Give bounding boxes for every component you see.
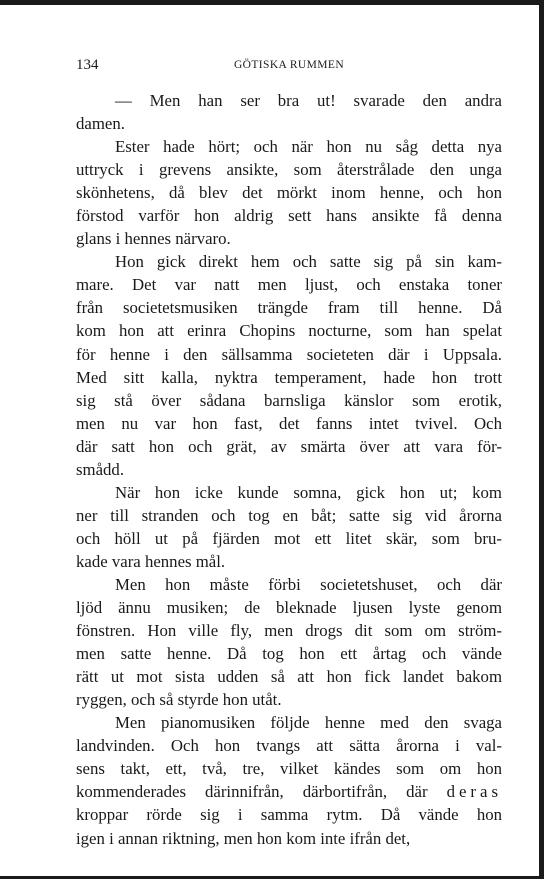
text-line: för henne i den sällsamma societeten där i Uppsala. bbox=[76, 344, 502, 364]
paragraph bbox=[76, 573, 502, 711]
text-line: men satte henne. Då tog hon ett årtag och vände bbox=[76, 644, 502, 664]
running-title: GÖTISKA RUMMEN bbox=[233, 59, 345, 71]
text-line: men nu var hon fast, det fanns intet tvivel. Och bbox=[76, 413, 502, 433]
text-line: rätt ut mot sista udden så att hon fick landet bakom bbox=[76, 667, 502, 687]
text-line: från societetsmusiken trängde fram till henne. Då bbox=[76, 298, 502, 318]
emphasized-word: deras bbox=[446, 782, 502, 802]
text-line: Med sitt kalla, nyktra temperament, hade hon trott bbox=[76, 367, 502, 387]
text-line: mare. Det var natt men ljust, och enstaka toner bbox=[76, 275, 502, 295]
text-line: sig stå över sådana barnsliga känslor som erotik, bbox=[76, 390, 502, 410]
text-line: kom hon att erinra Chopins nocturne, som han spelat bbox=[76, 321, 502, 341]
page-right-edge bbox=[539, 0, 544, 879]
page-top-edge bbox=[0, 0, 544, 5]
text-line: När hon icke kunde somna, gick hon ut; kom bbox=[115, 482, 502, 502]
text-line: kommenderades därinnifrån, därbortifrån, där deras bbox=[76, 782, 502, 802]
paragraph bbox=[76, 89, 502, 135]
text-line: sens takt, ett, två, tre, vilket kändes som om hon bbox=[76, 759, 502, 779]
text-line: damen. bbox=[76, 114, 125, 134]
paragraph bbox=[76, 135, 502, 250]
text-line: uttryck i grevens ansikte, som återstrålade den unga bbox=[76, 160, 502, 180]
page-number: 134 bbox=[76, 57, 99, 73]
text-line: förstod varför hon aldrig sett hans ansikte få denna bbox=[76, 206, 502, 226]
text-line: kade vara hennes mål. bbox=[76, 551, 226, 571]
text-line: kroppar rörde sig i samma rytm. Då vände hon bbox=[76, 805, 502, 825]
text-line: Men hon måste förbi societetshuset, och där bbox=[115, 574, 502, 594]
text-line: smådd. bbox=[76, 459, 125, 479]
text-line: igen i annan riktning, men hon kom inte ifrån det, bbox=[76, 828, 411, 848]
paragraph bbox=[76, 250, 502, 480]
text-line: Men pianomusiken följde henne med den svaga bbox=[115, 713, 502, 733]
paragraph bbox=[76, 481, 502, 573]
text-line: glans i hennes närvaro. bbox=[76, 229, 231, 249]
paragraph bbox=[76, 711, 502, 849]
text-line: — Men han ser bra ut! svarade den andra bbox=[115, 91, 502, 110]
text-line: och höll ut på fjärden mot ett litet skär, som bru- bbox=[76, 528, 502, 548]
text-line: ner till stranden och tog en båt; satte sig vid årorna bbox=[76, 505, 502, 525]
text-line: landvinden. Och hon tvangs att sätta årorna i val- bbox=[76, 736, 502, 756]
text-line: fönstren. Hon ville fly, men drogs dit som om ström- bbox=[76, 621, 502, 641]
text-line: Hon gick direkt hem och satte sig på sin kam- bbox=[115, 252, 502, 272]
text-line: där satt hon och grät, av smärta över att vara för- bbox=[76, 436, 502, 456]
text-line: skönhetens, då blev det mörkt inom henne, och hon bbox=[76, 183, 502, 203]
text-line: ljöd ännu musiken; de bleknade ljusen lyste genom bbox=[76, 598, 502, 618]
body-text bbox=[76, 89, 502, 850]
text-line: Ester hade hört; och när hon nu såg detta nya bbox=[115, 137, 502, 157]
page-header bbox=[76, 57, 502, 77]
text-line: ryggen, och så styrde hon utåt. bbox=[76, 690, 282, 710]
